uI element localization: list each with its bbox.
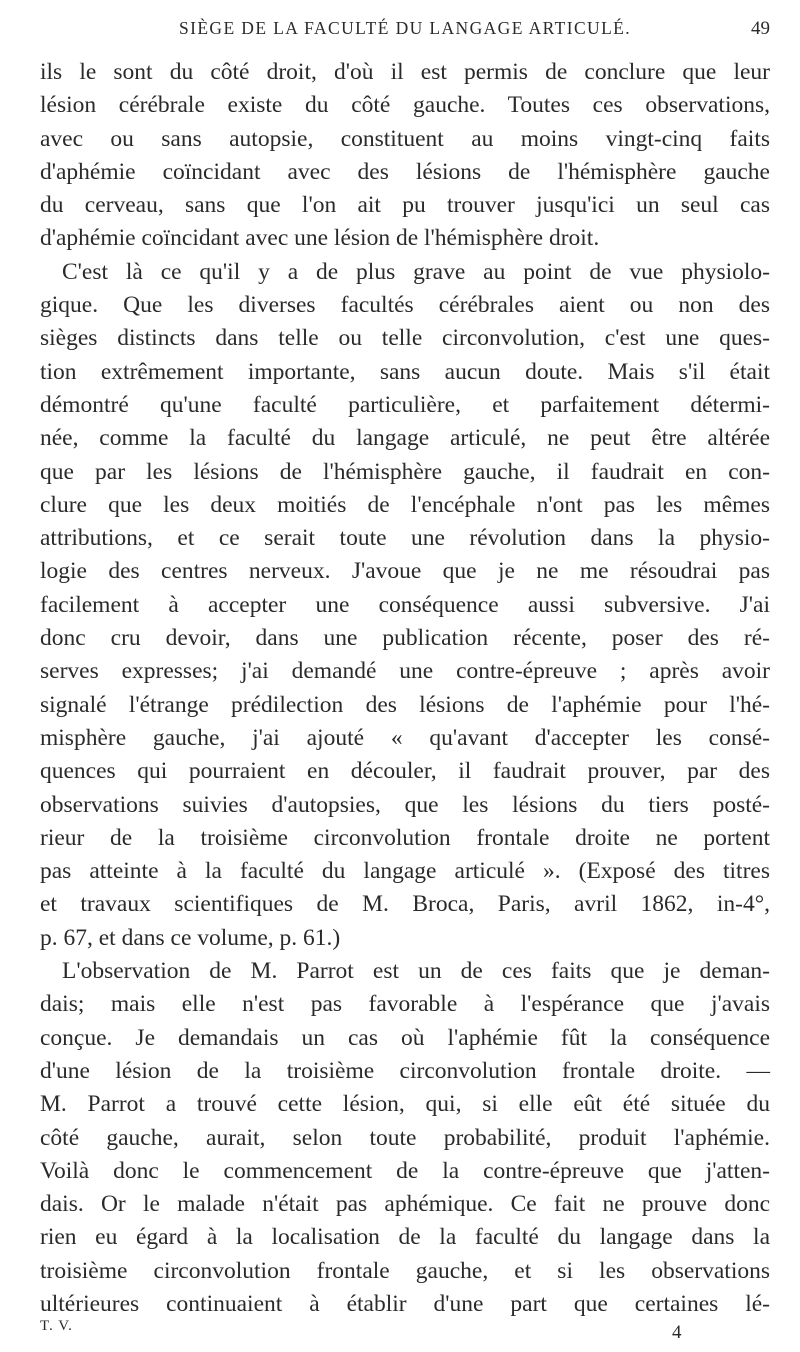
text-line-38: ultérieures continuaient à établir d'une part que certaines lé- <box>40 1290 770 1317</box>
text-line-16: logie des centres nerveux. J'avoue que je ne me résoudrai pas <box>40 558 770 585</box>
text-line-24: rieur de la troisième circonvolution frontale droite ne portent <box>40 824 770 851</box>
text-line-23: observations suivies d'autopsies, que les lésions du tiers posté- <box>40 791 770 818</box>
text-line-5: du cerveau, sans que l'on ait pu trouver jusqu'ici un seul cas <box>40 192 770 219</box>
text-line-7: C'est là ce qu'il y a de plus grave au point de vue physiolo- <box>62 258 770 285</box>
text-line-19: serves expresses; j'ai demandé une contre-épreuve ; après avoir <box>40 658 770 685</box>
text-line-36: rien eu égard à la localisation de la faculté du langage dans la <box>40 1224 770 1251</box>
text-line-21: misphère gauche, j'ai ajouté « qu'avant d'accepter les consé- <box>40 724 770 751</box>
page-number: 49 <box>751 18 770 39</box>
text-line-10: tion extrêmement importante, sans aucun doute. Mais s'il était <box>40 358 770 385</box>
text-line-6: d'aphémie coïncidant avec une lésion de l'hémisphère droit. <box>40 225 600 252</box>
text-line-30: conçue. Je demandais un cas où l'aphémie fût la conséquence <box>40 1024 770 1051</box>
text-line-27: p. 67, et dans ce volume, p. 61.) <box>40 924 341 951</box>
text-line-13: que par les lésions de l'hémisphère gauche, il faudrait en con- <box>40 458 770 485</box>
text-body <box>40 56 770 1321</box>
text-line-1: ils le sont du côté droit, d'où il est permis de conclure que leur <box>40 59 770 85</box>
text-line-8: gique. Que les diverses facultés cérébrales aient ou non des <box>40 292 770 319</box>
text-line-34: Voilà donc le commencement de la contre-épreuve que j'atten- <box>40 1157 770 1184</box>
text-line-15: attributions, et ce serait toute une révolution dans la physio- <box>40 525 770 552</box>
signature-mark: T. V. <box>40 1318 73 1334</box>
text-line-11: démontré qu'une faculté particulière, et parfaitement détermi- <box>40 391 770 418</box>
sheet-number: 4 <box>672 1322 682 1343</box>
text-line-9: sièges distincts dans telle ou telle circonvolution, c'est une ques- <box>40 325 770 352</box>
text-line-29: dais; mais elle n'est pas favorable à l'espérance que j'avais <box>40 991 770 1018</box>
text-line-32: M. Parrot a trouvé cette lésion, qui, si elle eût été située du <box>40 1091 770 1118</box>
text-line-3: avec ou sans autopsie, constituent au moins vingt-cinq faits <box>40 125 770 152</box>
text-line-33: côté gauche, aurait, selon toute probabilité, produit l'aphémie. <box>40 1124 770 1151</box>
text-line-25: pas atteinte à la faculté du langage articulé ». (Exposé des titres <box>40 858 770 885</box>
text-line-14: clure que les deux moitiés de l'encéphale n'ont pas les mêmes <box>40 491 770 518</box>
text-line-2: lésion cérébrale existe du côté gauche. Toutes ces observations, <box>40 92 770 119</box>
text-line-12: née, comme la faculté du langage articulé, ne peut être altérée <box>40 425 770 452</box>
text-line-26: et travaux scientifiques de M. Broca, Paris, avril 1862, in-4°, <box>40 891 770 918</box>
text-line-18: donc cru devoir, dans une publication récente, poser des ré- <box>40 625 770 652</box>
text-line-4: d'aphémie coïncidant avec des lésions de l'hémisphère gauche <box>40 158 770 185</box>
text-line-31: d'une lésion de la troisième circonvolution frontale droite. — <box>40 1057 770 1084</box>
running-head <box>40 18 770 48</box>
running-title: SIÈGE DE LA FACULTÉ DU LANGAGE ARTICULÉ. <box>178 18 632 38</box>
text-line-22: quences qui pourraient en découler, il faudrait prouver, par des <box>40 758 770 785</box>
text-line-20: signalé l'étrange prédilection des lésions de l'aphémie pour l'hé- <box>40 691 770 718</box>
text-line-37: troisième circonvolution frontale gauche, et si les observations <box>40 1257 770 1284</box>
text-line-28: L'observation de M. Parrot est un de ces faits que je deman- <box>62 958 770 985</box>
page-footer <box>40 1318 770 1342</box>
text-line-17: facilement à accepter une conséquence aussi subversive. J'ai <box>40 591 770 618</box>
text-line-35: dais. Or le malade n'était pas aphémique. Ce fait ne prouve donc <box>40 1191 770 1218</box>
